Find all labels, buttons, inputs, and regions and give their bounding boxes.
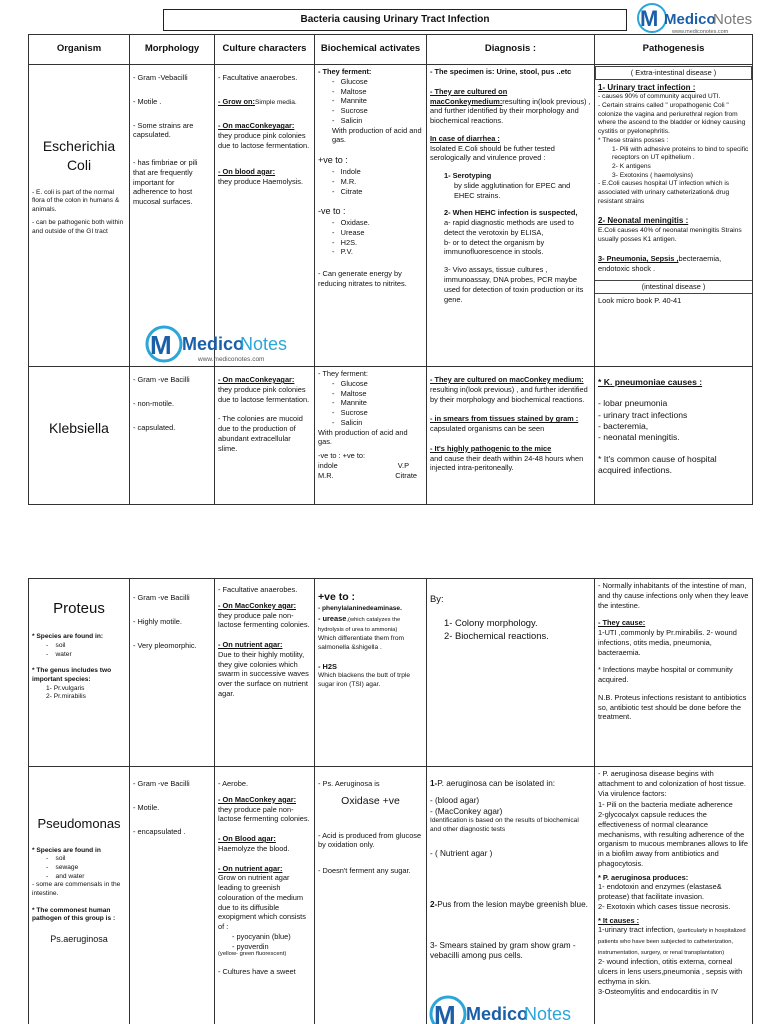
proteus-cult-2: they produce pale non-lactose fermenting colonies. [218,610,310,630]
list-item: - Urease [332,227,365,237]
ecoli-note-2: - can be pathogenic both within and outside of the GI tract [32,218,124,235]
proteus-note-1: * Species are found in: [32,633,104,641]
kleb-dx-3: and cause their death within 24-48 hours when injected intra-peritoneally. [430,453,584,473]
ecoli-dx-3: 3- Vivo assays, tissue cultures , immunoassay, DNA probes, PCR maybe used for detection of toxin production or its gene. [444,265,584,304]
header-diagnosis: Diagnosis : [427,35,595,65]
svg-text:Notes: Notes [524,1004,572,1024]
pseudo-note-1: * Species are found in [32,846,101,854]
kleb-cult-1-label: - On macConkeyagar: [218,375,295,384]
pseudo-note-3: * The commonest human pathogen of this group is : [32,906,116,923]
list-item: 1- Pili with adhesive proteins to bind to specific receptors on UT epithelium . [612,145,749,162]
ecoli-path-uti-heading: 1- Urinary tract infection : [598,82,696,92]
kleb-bio-sugar-list [318,379,423,428]
list-item: - Salicin [332,115,363,125]
ecoli-dx-2a: a- rapid diagnostic methods are used to detect the verotoxin by ELISA, [444,218,574,237]
ecoli-note-1: - E. coli is part of the normal flora of the colon in humans & animals. [32,188,120,214]
pseudo-bio-1: - Ps. Aeruginosa is [318,779,380,788]
cell-pseudo-biochemical [315,767,427,1024]
kleb-morph-1: - Gram -ve Bacilli [133,375,190,384]
cell-pseudo-culture [215,767,315,1024]
header-culture: Culture characters [215,35,315,65]
kleb-morph-3: - capsulated. [133,422,176,432]
cell-kleb-pathogenesis [595,367,753,505]
proteus-cult-3-label: - On nutrient agar: [218,640,283,650]
ecoli-cult-2-label: - Grow on: [218,96,255,106]
pseudo-dx-7: 3- Smears stained by gram show gram -vebacilli among pus cells. [430,940,576,961]
list-item: - Sucrose [332,106,368,116]
ecoli-bio-positive-list [318,167,423,196]
cell-kleb-organism [29,367,130,505]
pseudo-pigment-list [218,932,311,952]
kleb-dx-3-label: - It's highly pathogenic to the mice [430,443,552,453]
kleb-bio-mr: M.R. [318,470,334,480]
svg-text:M: M [640,6,659,31]
pseudo-habitat-list [32,855,126,881]
proteus-bio-positive: +ve to : [318,591,356,603]
proteus-bio-1: - phenylalaninedeaminase. [318,604,402,612]
cell-ecoli-morphology [130,65,215,367]
svg-text:Medico: Medico [466,1004,529,1024]
proteus-dx-list [430,617,591,642]
ecoli-bio-nitrate: - Can generate energy by reducing nitrates to nitrites. [318,269,407,288]
pseudo-path-5: 1- endotoxin and enzymes (elastase& protease) that facilitate invasion. [598,882,722,902]
ecoli-morph-3: - Some strains are capsulated. [133,120,194,140]
proteus-cult-3: Due to their highly motility, they give colonies which swarm in successive waves over the surface on nutrient agar. [218,649,309,698]
proteus-path-2: 1-UTI ,commonly by Pr.mirabilis. 2- wound infections, otits media, pneumonia, bacteraemia. [598,628,737,657]
svg-text:Notes: Notes [240,334,288,354]
kleb-bio-indole: indole [318,460,338,470]
bacteria-table-top [28,34,753,505]
ecoli-dx-1-label: 1- Serotyping [444,171,492,181]
kleb-path-list [598,398,749,443]
kleb-bio-posneg: -ve to : +ve to: [318,451,366,461]
list-item: - Maltose [332,388,367,398]
pseudo-bio-3: - Acid is produced from glucose by oxidation only. [318,830,422,850]
pseudo-cult-5: - Cultures have a sweet [218,967,296,977]
proteus-path-1: - Normally inhabitants of the intestine of man, and thy cause infections only when they leave the intestine. [598,581,749,610]
cell-kleb-diagnosis [427,367,595,505]
list-item: - sewage [46,863,79,871]
pseudo-name: Pseudomonas [37,816,121,831]
table-row-klebsiella [29,367,753,505]
ecoli-path-neo-heading: 2- Neonatal meningitis : [598,216,689,226]
proteus-note-2: * The genus includes two important species: [32,667,112,684]
kleb-morph-2: - non-motile. [133,398,175,408]
list-item: - soil [46,641,66,649]
kleb-dx-1: resulting in(look previous) , and further identified by their morphology and biochemical reactions. [430,384,588,404]
kleb-cult-2: - The colonies are mucoid due to the production of abundant extracellular slime. [218,414,303,453]
table-row-ecoli [29,65,753,367]
kleb-dx-1-label: - They are cultured on macConkey medium: [430,375,584,384]
cell-kleb-culture [215,367,315,505]
ecoli-morph-4: - has fimbriae or pili that are frequently important for adherence to host mucosal surfaces. [133,158,198,207]
logo-url: www.mediconotes.com [672,29,729,35]
svg-text:www.mediconotes.com: www.mediconotes.com [198,356,265,363]
ecoli-morph-2: - Motile . [133,96,162,106]
proteus-habitat-list [32,642,126,659]
list-item: - pyoverdin [232,941,269,951]
ecoli-bio-sugar-list [318,77,423,126]
cell-proteus-morphology [130,579,215,767]
pseudo-morph-2: - Motile. [133,802,160,812]
pseudo-cult-3: Haemolyze the blood. [218,843,290,853]
proteus-cult-2-label: - On MacConkey agar: [218,600,297,610]
svg-text:M: M [434,1000,456,1024]
list-item: - Salicin [332,417,363,427]
proteus-path-2-label: - They cause: [598,618,646,628]
ecoli-morph-1: - Gram -Vebacilli [133,73,188,82]
table-header-row [29,35,753,65]
cell-ecoli-pathogenesis [595,65,753,367]
kleb-dx-2: capsulated organisms can be seen [430,424,545,434]
proteus-path-4: N.B. Proteus infections resistant to antibiotics so, antibiotic test should be done before the treatment. [598,692,747,722]
ecoli-dx-culture: resulting in(look previous) , and further identified by their morphology and biochemical reactions. [430,96,591,126]
ecoli-bio-ferment: - They ferment: [318,67,372,76]
ecoli-cult-3-label: - On macConkeyagar: [218,121,295,131]
proteus-morph-1: - Gram -ve Bacilli [133,593,190,602]
ecoli-dx-diarrhea-label: In case of diarrhea : [430,133,500,143]
header-organism: Organism [29,35,130,65]
list-item: - M.R. [332,176,357,186]
pseudo-cult-2-label: - On MacConkey agar: [218,794,297,804]
cell-ecoli-organism [29,65,130,367]
ecoli-cult-3: they produce pink colonies due to lactose fermentation. [218,131,310,150]
list-item: - Sucrose [332,408,368,418]
cell-proteus-organism [29,579,130,767]
cell-pseudo-organism [29,767,130,1024]
ecoli-dx-culture-label: - They are cultured on macConkeymedium: [430,86,508,106]
cell-proteus-pathogenesis [595,579,753,767]
ecoli-path-extra-heading: ( Extra-intestinal disease ) [595,66,752,80]
pseudo-bio-4: - Doesn't ferment any sugar. [318,866,411,876]
ecoli-cult-4: they produce Haemolysis. [218,176,304,186]
list-item: - soil [46,855,66,863]
ecoli-path-uti-list [598,146,749,181]
ecoli-path-uti-4: - E.Coli causes hospital UT infection which is associated with urinary catheterization& drug resistant strains [598,180,730,205]
list-item: - Citrate [332,186,363,196]
pseudo-path-10: 3-Osteomylitis and endocarditis in IV [598,986,718,996]
kleb-bio-citrate: Citrate [395,470,417,480]
table-row-pseudomonas [29,767,753,1024]
list-item: 2- Pr.mirabilis [46,693,86,701]
pseudo-dx-2: - (blood agar) [430,795,480,805]
ecoli-path-pneu: becteraemia, endotoxic shock . [598,254,722,274]
list-item: - lobar pneumonia [598,398,668,409]
pseudo-path-3: 2-glycocalyx capsule reduces the effectiveness of normal clearance mechanisms, with resulting adherence of the organism to mucous membranes allows to life in a biofilm away from antibiotics and phagocytosis. [598,810,748,868]
list-item: - Oxidase. [332,218,370,228]
ecoli-cult-1: - Facultative anaerobes. [218,73,298,82]
list-item: - pyocyanin (blue) [232,931,291,941]
pseudo-cult-4-note: (yellow- green fluorescent) [218,951,287,958]
cell-kleb-biochemical [315,367,427,505]
cell-ecoli-biochemical [315,65,427,367]
pseudo-path-9: 2- wound infection, otitis externa, corneal ulcers in lens users,pneumonia , sepsis with ecthyma in skin. [598,957,743,986]
pseudo-dx-1: P. aeruginosa can be isolated in: [437,779,556,788]
proteus-path-3: * Infections maybe hospital or community acquired. [598,665,733,685]
pseudo-dx-1-label: 1- [430,779,438,788]
list-item: - urinary tract infections [598,409,688,420]
header-pathogenesis: Pathogenesis [595,35,753,65]
list-item: - P.V. [332,247,353,257]
pseudo-species: Ps.aeruginosa [50,934,108,945]
pseudo-cult-3-label: - On Blood agar: [218,834,276,844]
list-item: - Indole [332,167,361,176]
ecoli-dx-diarrhea: Isolated E.Coli should be futher tested serologically and virulence proved : [430,143,555,163]
pseudo-dx-4: Identification is based on the results of biochemical and other diagnostic tests [430,817,579,834]
table-row-proteus [29,579,753,767]
pseudo-morph-1: - Gram -ve Bacilli [133,779,190,788]
header-biochemical: Biochemical activates [315,35,427,65]
kleb-bio-vp: V.P [397,460,409,470]
proteus-bio-5: Which blackens the butt of trple sugar iron (TSI) agar. [318,672,410,688]
kleb-path-heading: * K. pneumoniae causes : [598,377,703,387]
cell-ecoli-diagnosis [427,65,595,367]
pseudo-dx-3: - (MacConkey agar) [430,806,503,816]
list-item: 2- Biochemical reactions. [444,629,549,641]
ecoli-cult-2: Simple media. [254,98,297,106]
list-item: - water [46,650,72,658]
logo-word-medico: Medico [664,11,716,28]
pseudo-path-8: 1-urinary tract infection, [598,925,676,935]
ecoli-path-uti-2: - Certain strains called " uropathogenic Coli " colonize the vagina and periurethral region from where the ascend to the bladder or kidney causing cystitis or pyelonephritis. [598,102,746,136]
pseudo-path-7-label: * It causes : [598,915,640,925]
proteus-bio-2-label: - urease [318,613,347,623]
list-item: - neonatal meningitis. [598,432,680,443]
ecoli-dx-2-label: 2- When HEHC infection is suspected, [444,208,578,218]
list-item: - Maltose [332,86,367,96]
ecoli-dx-2b: b- or to detect the organism by immunofluorescence in stools. [444,237,545,257]
proteus-dx-by: By: [430,593,444,604]
pseudo-cult-1: - Aerobe. [218,779,248,788]
list-item: - Glucose [332,76,368,86]
cell-kleb-morphology [130,367,215,505]
pseudo-dx-6: Pus from the lesion maybe greenish blue. [437,899,588,909]
proteus-bio-2: ,(which catalyzes the hydrolysis of urea to ammonia) [318,616,401,634]
list-item: 1- Pr.vulgaris [46,684,85,692]
svg-text:Medico: Medico [182,334,245,354]
ecoli-cult-4-label: - On blood agar: [218,166,276,176]
kleb-bio-gas: With production of acid and gas. [318,427,408,447]
svg-text:M: M [150,330,172,360]
list-item: - bacteremia, [598,421,649,432]
cell-pseudo-pathogenesis [595,767,753,1024]
proteus-name: Proteus [53,600,105,617]
list-item: - H2S. [332,237,358,247]
ecoli-path-pneu-label: 3- Pneumonia, Sepsis , [598,254,679,264]
proteus-morph-3: - Very pleomorphic. [133,640,197,650]
page-title: Bacteria causing Urinary Tract Infection [163,9,627,31]
kleb-bio-ferment: - They ferment: [318,369,368,378]
bacteria-table-bottom [28,578,753,1024]
ecoli-path-intestinal-heading: (intestinal disease ) [595,280,752,294]
kleb-path-note: * It's common cause of hospital acquired infections. [598,453,717,476]
list-item: - and water [46,872,85,880]
list-item: - Mannite [332,96,367,106]
pseudo-cult-4: Grow on nutrient agar leading to greenish colouration of the medium due to its diffusible exopigment which consists of : [218,873,306,932]
header-morphology: Morphology [130,35,215,65]
kleb-dx-2-label: - in smears from tissues stained by gram : [430,414,579,424]
list-item: - Mannite [332,398,367,408]
pseudo-cult-2: they produce pale non-lactose fermenting colonies. [218,804,310,824]
ecoli-bio-gas: With production of acid and gas. [332,125,422,145]
ecoli-path-neo: E.Coli causes 40% of neonatal meningitis Strains usually posses K1 antigen. [598,227,742,243]
ecoli-path-uti-1: - causes 90% of community acquired UTI. [598,93,721,101]
ecoli-bio-positive: +ve to : [318,155,348,166]
cell-proteus-diagnosis [427,579,595,767]
cell-pseudo-morphology [130,767,215,1024]
pseudo-morph-3: - encapsulated . [133,826,186,836]
kleb-name: Klebsiella [49,420,109,436]
ecoli-path-uti-3: * These strains posses : [598,136,669,144]
proteus-morph-2: - Highly motile. [133,616,182,626]
cell-proteus-culture [215,579,315,767]
ecoli-bio-negative-list [318,218,423,257]
ecoli-dx-1: by slide agglutination for EPEC and EHEC strains. [454,180,571,200]
list-item: 3- Exotoxins ( haemolysins) [612,171,693,179]
list-item: 2- K antigens [612,162,651,170]
pseudo-dx-5: - ( Nutrient agar ) [430,848,493,858]
mediconotes-logo [632,2,762,36]
cell-proteus-biochemical [315,579,427,767]
pseudo-path-4: * P. aeruginosa produces: [598,872,689,882]
ecoli-dx-specimen: - The specimen is: Urine, stool, pus ..etc [430,67,572,76]
list-item: - Glucose [332,378,368,388]
ecoli-path-look: Look micro book P. 40-41 [598,295,682,305]
list-item: 1- Colony morphology. [444,617,538,629]
ecoli-name-line1: Escherichia [42,138,116,154]
ecoli-bio-negative: -ve to : [318,206,346,217]
ecoli-name-line2: Coli [66,156,92,173]
kleb-cult-1: they produce pink colonies due to lactose fermentation. [218,384,310,404]
proteus-cult-1: - Facultative anaerobes. [218,585,298,594]
pseudo-path-2: 1- Pili on the bacteria mediate adherence [598,800,733,810]
pseudo-path-1: - P. aeruginosa disease begins with attachment to and colonization of host tissue. Via virulence factors: [598,769,746,798]
logo-word-notes: Notes [713,11,753,28]
pseudo-note-2: - some are commensals in the intestine. [32,881,121,898]
pseudo-path-8-note: (particularly in hospitalized patients who have been subjected to catheterization, instrumentation, surgery, or renal transplantation) [598,928,746,956]
cell-ecoli-culture [215,65,315,367]
pseudo-bio-oxidase: Oxidase +ve [341,794,400,807]
proteus-bio-4: - H2S [318,662,337,672]
pseudo-cult-4-label: - On nutrient agar: [218,863,283,873]
pseudo-dx-6-label: 2- [430,899,438,909]
pseudo-path-6: 2- Exotoxin which cases tissue necrosis. [598,901,731,911]
proteus-species-list [32,685,126,702]
cell-pseudo-diagnosis [427,767,595,1024]
proteus-bio-3: Which differentiate them from salmonella &shigella . [318,634,404,651]
